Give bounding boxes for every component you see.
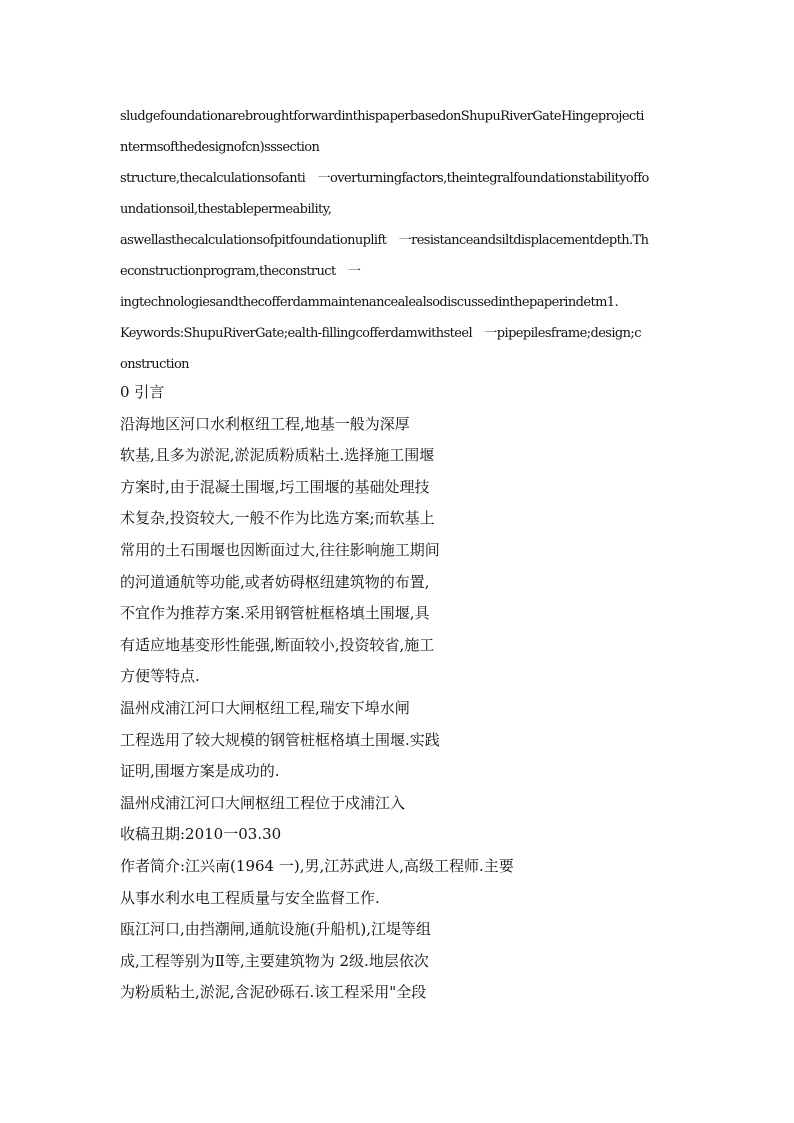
body-line: 的河道通航等功能,或者妨碍枢纽建筑物的布置, (120, 572, 430, 591)
author-bio-line: 从事水利水电工程质量与安全监督工作. (120, 888, 380, 907)
abstract-line: ntermsofthedesignofcn)sssection (120, 140, 320, 155)
body-line: 工程选用了较大规模的钢管桩框格填土围堰.实践 (120, 730, 440, 749)
body-line: 常用的土石围堰也因断面过大,往往影响施工期间 (120, 540, 440, 559)
abstract-line: structure,thecalculationsofanti 一overturningfactors,theintegralfoundationstabilityoffo (120, 171, 649, 186)
body-line: 证明,围堰方案是成功的. (120, 762, 280, 781)
abstract-line: sludgefoundationarebroughtforwardinthispaperbasedonShupuRiverGateHingeprojecti (120, 109, 644, 124)
abstract-line: aswellasthecalculationsofpitfoundationuplift 一resistanceandsiltdisplacementdepth.Th (120, 233, 649, 248)
body-line: 方案时,由于混凝土围堰,圬工围堰的基础处理技 (120, 477, 430, 496)
body-line: 软基,且多为淤泥,淤泥质粉质粘土.选择施工围堰 (120, 446, 435, 465)
body-line: 温州戍浦江河口大闸枢纽工程,瑞安下埠水闸 (120, 698, 410, 717)
author-bio-line: 作者简介:江兴南(1964 一),男,江苏武进人,高级工程师.主要 (120, 856, 514, 875)
received-date-line: 收稿丑期:2010一03.30 (120, 825, 282, 844)
body-line: 为粉质粘土,淤泥,含泥砂砾石.该工程采用"全段 (120, 983, 427, 1002)
body-line: 有适应地基变形性能强,断面较小,投资较省,施工 (120, 635, 435, 654)
body-line: 温州戍浦江河口大闸枢纽工程位于戍浦江入 (120, 793, 406, 812)
body-line: 术复杂,投资较大,一般不作为比选方案;而软基上 (120, 509, 435, 528)
body-line: 沿海地区河口水利枢纽工程,地基一般为深厚 (120, 414, 410, 433)
abstract-block (120, 101, 665, 380)
section-heading: 0 引言 (120, 383, 165, 401)
abstract-line: econstructionprogram,theconstruct 一 (120, 264, 361, 279)
abstract-line: undationsoil,thestablepermeability, (120, 202, 332, 217)
body-line: 方便等特点. (120, 667, 200, 686)
body-line: 成,工程等别为Ⅱ等,主要建筑物为 2级.地层依次 (120, 951, 429, 970)
keywords-line: onstruction (120, 357, 189, 372)
body-line: 瓯江河口,由挡潮闸,通航设施(升船机),江堤等组 (120, 920, 432, 939)
keywords-line: Keywords:ShupuRiverGate;ealth-fillingcofferdamwithsteel 一pipepilesframe;design;c (120, 326, 641, 341)
body-text-block (120, 377, 680, 1009)
body-line: 不宜作为推荐方案.采用钢管桩框格填土围堰,具 (120, 604, 430, 623)
abstract-line: ingtechnologiesandthecofferdammaintenancealealsodiscussedinthepaperindetm1. (120, 295, 619, 310)
